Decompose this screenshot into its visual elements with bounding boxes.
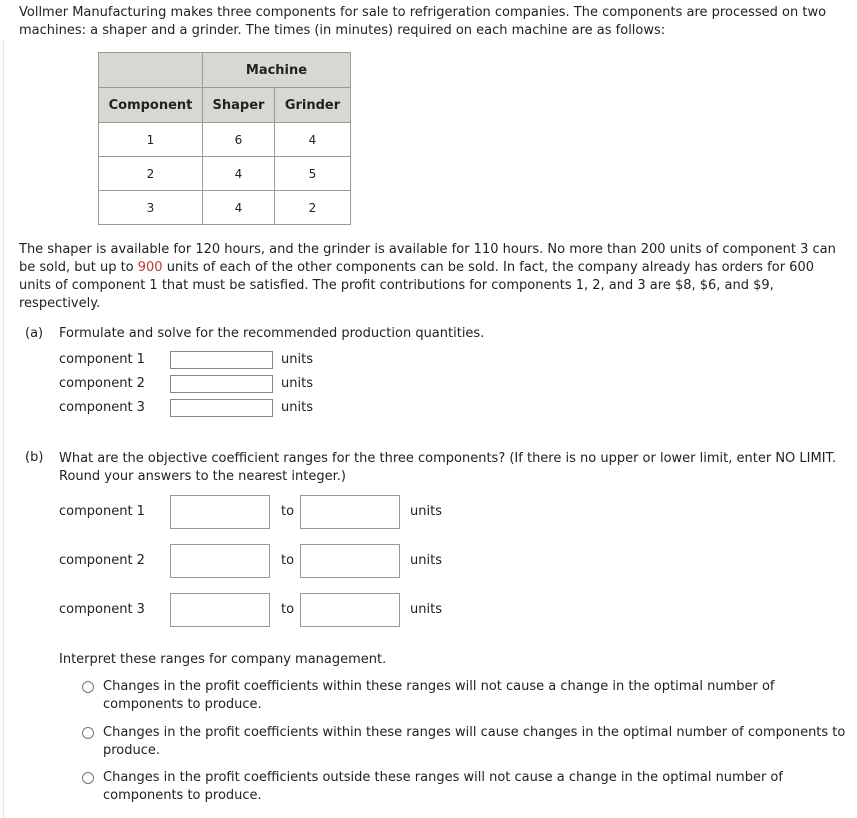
problem-constraints [19,241,849,313]
component-cell: 3 [99,191,203,225]
table-corner [99,53,203,88]
constraints-text-2: units of each of the other components can be sold. In fact, the company already has orders for 600 units of component 1 that must be satisfied. The profit contributions for components 1, 2, and 3 are $8, $6, and $9, respectively. [19,260,814,311]
part-a-component-3-input[interactable] [170,399,273,417]
part-a-component-3-unit: units [281,400,313,415]
part-a-component-2-input[interactable] [170,375,273,393]
part-a-component-1-unit: units [281,352,313,367]
grinder-cell: 5 [275,157,351,191]
shaper-cell: 4 [203,191,275,225]
part-b-component-1-label: component 1 [59,504,145,519]
part-b-component-3-unit: units [410,602,442,617]
part-b-component-3-lower-input[interactable] [170,593,270,627]
grinder-cell: 4 [275,123,351,157]
grinder-cell: 2 [275,191,351,225]
shaper-cell: 4 [203,157,275,191]
to-label: to [281,504,295,519]
machine-header: Machine [203,53,351,88]
shaper-header: Shaper [203,88,275,123]
part-b-component-1-upper-input[interactable] [300,495,400,529]
part-b-component-2-upper-input[interactable] [300,544,400,578]
grinder-header: Grinder [275,88,351,123]
part-a-component-1-label: component 1 [59,352,145,367]
part-b-component-2-unit: units [410,553,442,568]
left-border [3,40,4,818]
option-3-radio[interactable] [82,772,94,784]
to-label: to [281,553,295,568]
part-a-component-1-input[interactable] [170,351,273,369]
interpret-prompt: Interpret these ranges for company management. [59,652,387,667]
part-b-component-3-upper-input[interactable] [300,593,400,627]
part-a-component-3-label: component 3 [59,400,145,415]
component-header: Component [99,88,203,123]
option-2-label[interactable]: Changes in the profit coefficients within these ranges will cause changes in the optimal number of components to produce. [103,725,846,758]
part-b-component-1-unit: units [410,504,442,519]
part-a-component-2-label: component 2 [59,376,145,391]
part-b-component-1-lower-input[interactable] [170,495,270,529]
constraints-text-1: The shaper is available for 120 hours, and the grinder is available for 110 hours. No more than 200 units of component 3 can be sold, but up to [19,242,836,275]
component-cell: 2 [99,157,203,191]
option-1-radio[interactable] [82,681,94,693]
part-b-component-2-lower-input[interactable] [170,544,270,578]
problem-intro: Vollmer Manufacturing makes three components for sale to refrigeration companies. The components are processed on two machines: a shaper and a grinder. The times (in minutes) required on each machine are as follows: [19,5,827,38]
table-row [99,191,351,225]
component-cell: 1 [99,123,203,157]
part-a-label: (a) [25,326,44,341]
part-b-question: What are the objective coefficient ranges for the three components? (If there is no upper or lower limit, enter NO LIMIT. Round your answers to the nearest integer.) [59,451,837,484]
table-row [99,123,351,157]
machine-time-table [98,52,351,225]
option-1-label[interactable]: Changes in the profit coefficients within these ranges will not cause a change in the optimal number of components to produce. [103,679,775,712]
part-a-question: Formulate and solve for the recommended production quantities. [59,326,485,341]
highlighted-value: 900 [137,260,163,275]
option-2-radio[interactable] [82,727,94,739]
part-b-component-3-label: component 3 [59,602,145,617]
table-row [99,157,351,191]
option-3-label[interactable]: Changes in the profit coefficients outside these ranges will not cause a change in the optimal number of components to produce. [103,770,783,803]
shaper-cell: 6 [203,123,275,157]
part-a-component-2-unit: units [281,376,313,391]
to-label: to [281,602,295,617]
part-b-label: (b) [25,450,44,465]
part-b-component-2-label: component 2 [59,553,145,568]
